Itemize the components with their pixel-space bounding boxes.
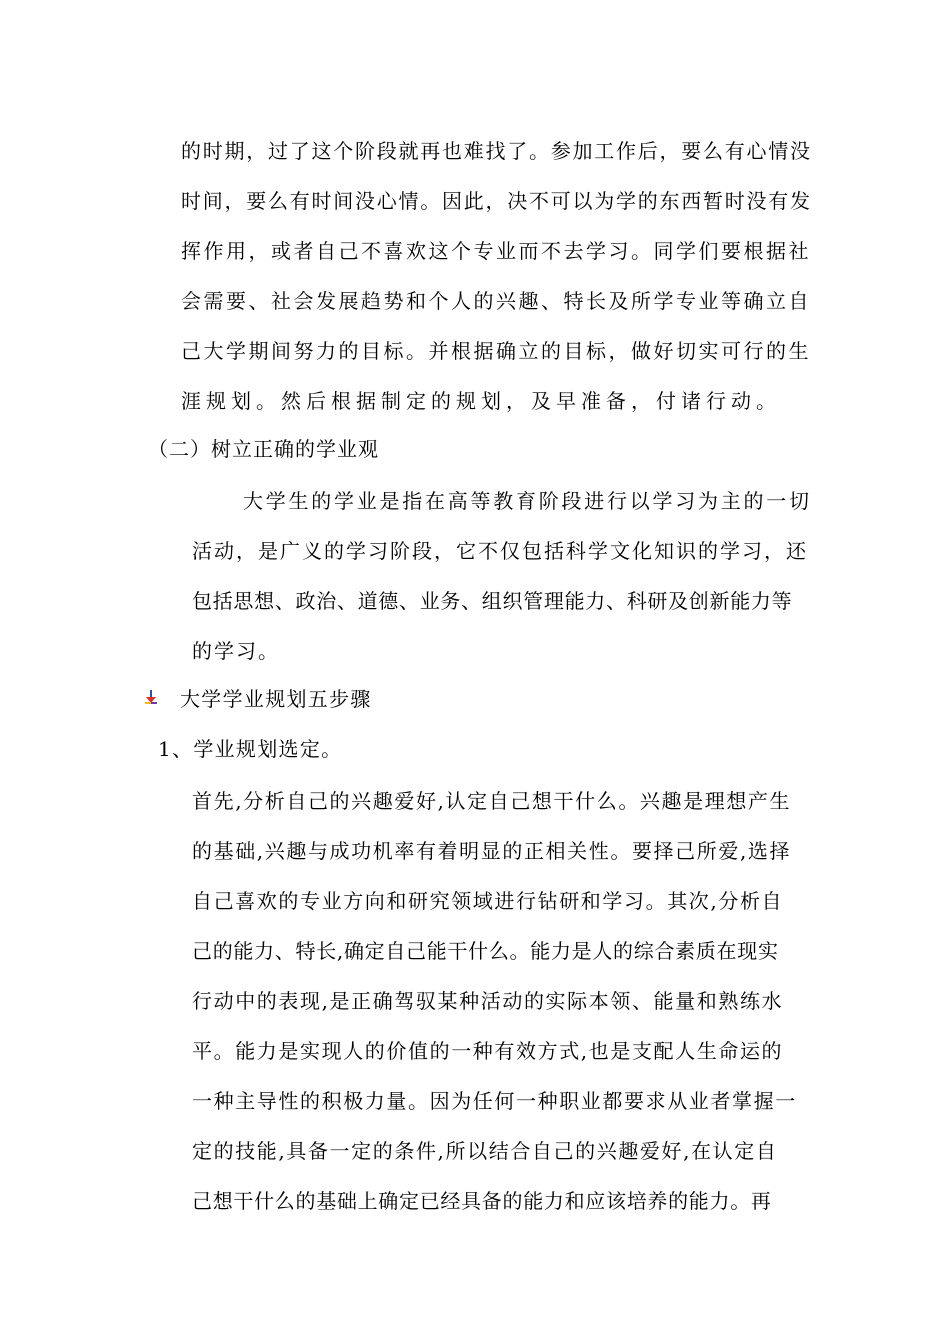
paragraph-line: 时间，要么有时间没心情。因此，决不可以为学的东西暂时没有发: [181, 189, 812, 213]
paragraph-line: 己的能力、特长,确定自己能干什么。能力是人的综合素质在现实: [192, 939, 779, 963]
paragraph-line: 挥作用，或者自己不喜欢这个专业而不去学习。同学们要根据社: [181, 239, 811, 263]
paragraph-line: 的学习。: [192, 639, 280, 663]
paragraph-line: 大学生的学业是指在高等教育阶段进行以学习为主的一切: [243, 489, 812, 513]
paragraph-line: 行动中的表现,是正确驾驭某种活动的实际本领、能量和熟练水: [192, 989, 784, 1013]
paragraph-line: 定的技能,具备一定的条件,所以结合自己的兴趣爱好,在认定自: [192, 1139, 778, 1163]
paragraph-line: 一种主导性的积极力量。因为任何一种职业都要求从业者掌握一: [192, 1089, 797, 1113]
paragraph-line: 己大学期间努力的目标。并根据确立的目标，做好切实可行的生: [181, 339, 811, 363]
paragraph-line: 活动，是广义的学习阶段，它不仅包括科学文化知识的学习，还: [192, 539, 808, 563]
section-heading: （二）树立正确的学业观: [148, 437, 379, 461]
paragraph-line: 平。能力是实现人的价值的一种有效方式,也是支配人生命运的: [192, 1039, 784, 1063]
paragraph-line: 首先,分析自己的兴趣爱好,认定自己想干什么。兴趣是理想产生: [192, 789, 792, 813]
paragraph-line: 的时期，过了这个阶段就再也难找了。参加工作后，要么有心情没: [181, 139, 812, 163]
paragraph-line: 包括思想、政治、道德、业务、组织管理能力、科研及创新能力等: [192, 589, 793, 613]
paragraph-line: 的基础,兴趣与成功机率有着明显的正相关性。要择己所爱,选择: [192, 839, 792, 863]
paragraph-line: 己想干什么的基础上确定已经具备的能力和应该培养的能力。再: [192, 1189, 772, 1213]
four-color-arrow-bullet-icon: [143, 689, 159, 705]
paragraph-line: 会需要、社会发展趋势和个人的兴趣、特长及所学专业等确立自: [181, 289, 811, 313]
paragraph-line: 自己喜欢的专业方向和研究领域进行钻研和学习。其次,分析自: [192, 889, 784, 913]
paragraph-line: 涯规划。然后根据制定的规划，及早准备，付诸行动。: [181, 389, 781, 413]
step-heading: 1、学业规划选定。: [158, 737, 343, 761]
bullet-item-text: 大学学业规划五步骤: [180, 687, 372, 711]
